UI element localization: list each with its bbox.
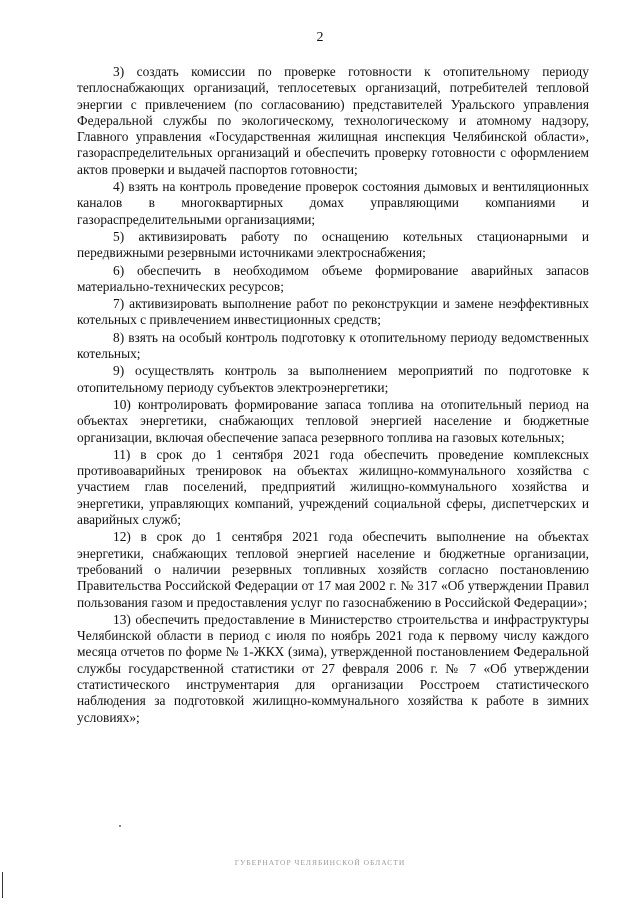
paragraph-item-13: 13) обеспечить предоставление в Министерство строительства и инфраструктуры Челябинской области в период с июля по ноябрь 2021 года к первому числу каждого месяца отчетов по форме № 1-ЖКХ (зима), утвержденной постановлением Федеральной службы государственной статистики от 27 февраля 2006 г. № 7 «Об утверждении статистического инструментария для организации Росстроем статистического наблюдения за подготовкой жилищно-коммунального хозяйства к работе в зимних условиях»;: [77, 611, 589, 725]
paragraph-item-11: 11) в срок до 1 сентября 2021 года обеспечить проведение комплексных противоаварийных тренировок на объектах жилищно-коммунального хозяйства с участием глав поселений, предприятий жилищно-коммунального хозяйства и энергетики, управляющих компаний, учреждений социальной сферы, диспетчерских и аварийных служб;: [77, 446, 589, 528]
page-number: 2: [316, 30, 324, 45]
paragraph-item-9: 9) осуществлять контроль за выполнением мероприятий по подготовке к отопительному периоду субъектов электроэнергетики;: [77, 363, 589, 395]
paragraph-item-5: 5) активизировать работу по оснащению котельных стационарными и передвижными резервными источниками электроснабжения;: [77, 228, 589, 261]
document-body: [77, 64, 589, 726]
footer-watermark: ГУБЕРНАТОР ЧЕЛЯБИНСКОЙ ОБЛАСТИ: [234, 858, 406, 867]
paragraph-item-8: 8) взять на особый контроль подготовку к отопительному периоду ведомственных котельных;: [77, 329, 589, 362]
paragraph-item-3: 3) создать комиссии по проверке готовности к отопительному периоду теплоснабжающих организаций, теплосетевых организаций, потребителей тепловой энергии с привлечением (по согласованию) представителей Уральского управления Федеральной службы по экологическому, технологическому и атомному надзору, Главного управления «Государственная жилищная инспекция Челябинской области», газораспределительных организаций и обеспечить проверку готовности с оформлением актов проверки и выдачей паспортов готовности;: [77, 64, 589, 177]
paragraph-item-4: 4) взять на контроль проведение проверок состояния дымовых и вентиляционных каналов в многоквартирных домах управляющими компаниями и газораспределительными организациями;: [77, 179, 589, 227]
paragraph-item-10: 10) контролировать формирование запаса топлива на отопительный период на объектах энергетики, снабжающих тепловой энергией население и бюджетные организации, включая обеспечение запаса резервного топлива на газовых котельных;: [77, 396, 589, 445]
margin-mark: [2, 872, 3, 898]
paragraph-item-7: 7) активизировать выполнение работ по реконструкции и замене неэффективных котельных с привлечением инвестиционных средств;: [77, 296, 589, 328]
scan-speck: [119, 825, 121, 827]
paragraph-item-12: 12) в срок до 1 сентября 2021 года обеспечить выполнение на объектах энергетики, снабжающих тепловой энергией население и бюджетные организации, требований о наличии резервных топливных хозяйств согласно постановлению Правительства Российской Федерации от 17 мая 2002 г. № 317 «Об утверждении Правил пользования газом и предоставления услуг по газоснабжению в Российской Федерации»;: [77, 529, 589, 610]
paragraph-item-6: 6) обеспечить в необходимом объеме формирование аварийных запасов материально-технических ресурсов;: [77, 262, 589, 294]
